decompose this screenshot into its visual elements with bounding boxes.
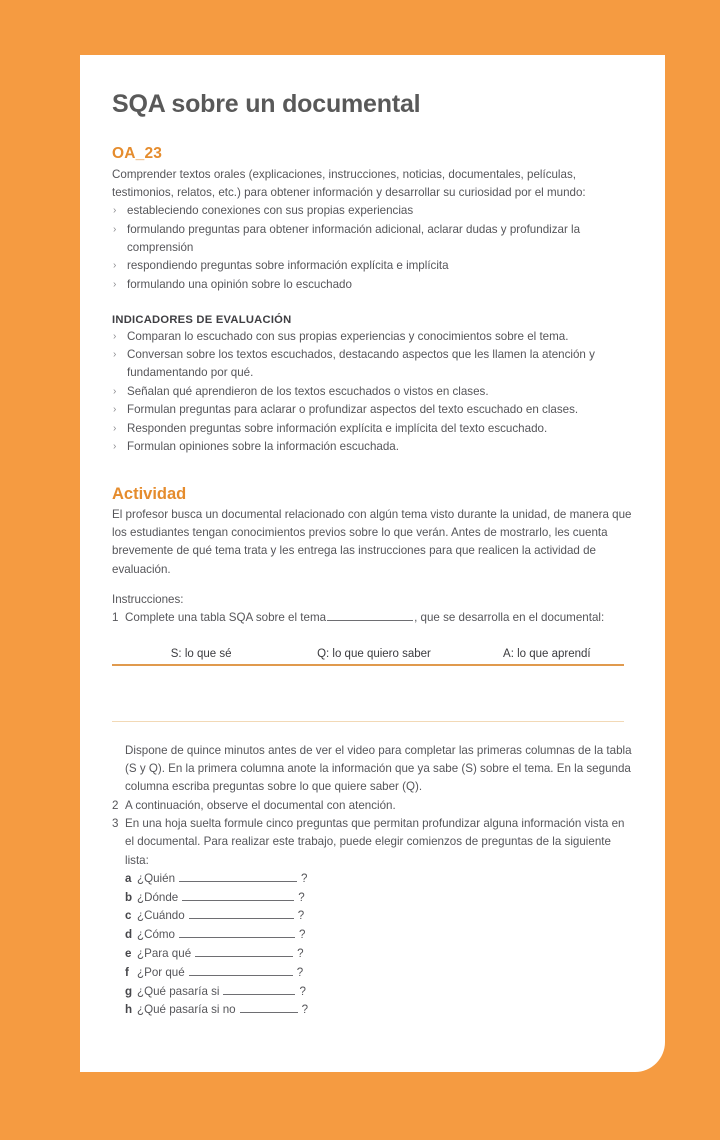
sqa-column-header-q: Q: lo que quiero saber [317,647,431,660]
question-starter-text: ¿Qué pasaría si no [137,1003,236,1017]
activity-section [112,485,632,1020]
chevron-right-icon: › [113,330,117,342]
answer-blank-field[interactable] [195,947,293,957]
list-item [125,1001,632,1020]
list-item-label: Comparan lo escuchado con sus propias experiencias y conocimientos sobre el tema. [127,329,569,343]
oa-code: OA_23 [112,144,163,162]
chevron-right-icon: › [113,441,117,453]
question-mark: ? [298,890,305,904]
instruction-step-1 [112,609,632,627]
list-item [125,889,632,908]
answer-blank-field[interactable] [182,890,294,900]
chevron-right-icon: › [113,223,117,235]
list-item [125,983,632,1002]
step-text-before: Complete una tabla SQA sobre el tema [125,611,327,625]
indicators-list [112,328,632,456]
question-starters-list [112,870,632,1020]
list-item [112,383,632,401]
activity-intro: El profesor busca un documental relacionado con algún tema visto durante la unidad, de manera que los estudiantes tengan conocimientos previos sobre lo que verán. Antes de mostrarlo, les cuenta brevemente de qué tema trata y les entrega las instrucciones para que realicen la actividad de evaluación. [112,507,632,576]
item-letter: b [125,890,133,904]
list-item-label: Responden preguntas sobre información explícita e implícita del texto escuchado. [127,421,548,435]
step-text: A continuación, observe el documental con atención. [125,798,396,812]
page-title: SQA sobre un documental [112,90,421,118]
spacer [112,294,632,314]
question-starter-text: ¿Dónde [137,890,179,904]
item-letter: e [125,946,132,960]
answer-blank-field[interactable] [179,928,295,938]
instruction-step-2 [112,797,632,815]
answer-blank-field[interactable] [179,872,297,882]
step-text: En una hoja suelta formule cinco preguntas que permitan profundizar alguna información vista en el documental. Para realizar este trabajo, puede elegir comienzos de preguntas de la siguiente lista: [125,816,625,867]
question-mark: ? [301,1003,309,1017]
chevron-right-icon: › [113,260,117,272]
list-item [112,276,632,294]
step-text-after: , que se desarrolla en el documental: [414,611,605,625]
list-item-label: Señalan qué aprendieron de los textos escuchados o vistos en clases. [127,384,489,398]
list-item-label: Formulan preguntas para aclarar o profundizar aspectos del texto escuchado en clases. [127,403,579,417]
list-item-label: formulando preguntas para obtener información adicional, aclarar dudas y profundizar la comprensión [127,222,581,254]
step-number: 2 [112,798,119,812]
list-item-label: Formulan opiniones sobre la información escuchada. [127,440,399,454]
question-starter-text: ¿Qué pasaría si [137,984,220,998]
item-letter: c [125,909,132,923]
list-item [112,202,632,220]
step-number: 3 [112,816,119,830]
list-item [112,221,632,257]
sqa-table-header-row [112,648,632,664]
spacer [112,722,632,742]
spacer [112,579,632,591]
document-sheet [80,55,665,1072]
document-content [112,91,632,1020]
topic-blank-field[interactable] [327,610,413,621]
answer-blank-field[interactable] [240,1003,298,1013]
oa-description: Comprender textos orales (explicaciones, instrucciones, noticias, documentales, películas, testimonios, relatos, etc.) para obtener información y desarrollar su curiosidad por el mundo: [112,167,586,199]
list-item [125,907,632,926]
list-item [112,328,632,346]
question-starter-text: ¿Por qué [137,965,185,979]
item-letter: d [125,928,133,942]
item-letter: a [125,871,132,885]
question-mark: ? [297,946,304,960]
chevron-right-icon: › [113,205,117,217]
instructions-label: Instrucciones: [112,593,184,606]
chevron-right-icon: › [113,349,117,361]
indicators-section [112,314,632,456]
answer-blank-field[interactable] [189,909,294,919]
sqa-column-header-s: S: lo que sé [170,647,232,660]
spacer [112,457,632,485]
sqa-table-note: Dispone de quince minutos antes de ver el video para completar las primeras columnas de la tabla (S y Q). En la primera columna anote la información que ya sabe (S) sobre el tema. En la segunda columna escriba preguntas sobre lo que quiere saber (Q). [125,743,632,794]
list-item [125,964,632,983]
item-letter: h [125,1003,133,1017]
list-item-label: estableciendo conexiones con sus propias experiencias [127,204,414,218]
list-item-label: formulando una opinión sobre lo escuchado [127,277,352,291]
chevron-right-icon: › [113,422,117,434]
question-mark: ? [299,928,306,942]
oa-section [112,145,632,294]
step-text [125,609,632,627]
list-item [112,257,632,275]
list-item [125,926,632,945]
list-item-label: Conversan sobre los textos escuchados, destacando aspectos que les llamen la atención y fundamentando por qué. [127,348,595,380]
sqa-table-body-empty[interactable] [112,666,632,721]
list-item [112,438,632,456]
oa-bullet-list [112,202,632,293]
question-starter-text: ¿Cómo [137,928,176,942]
instruction-step-3 [112,815,632,870]
chevron-right-icon: › [113,385,117,397]
list-item-label: respondiendo preguntas sobre información explícita e implícita [127,259,449,273]
spacer [112,628,632,648]
answer-blank-field[interactable] [189,965,293,975]
question-mark: ? [301,871,308,885]
list-item [112,420,632,438]
chevron-right-icon: › [113,404,117,416]
question-mark: ? [297,909,305,923]
chevron-right-icon: › [113,278,117,290]
list-item [112,346,632,382]
question-starter-text: ¿Quién [137,871,176,885]
question-mark: ? [299,984,306,998]
list-item [125,870,632,889]
answer-blank-field[interactable] [223,984,295,994]
question-starter-text: ¿Cuándo [137,909,185,923]
activity-heading: Actividad [112,484,187,503]
item-letter: g [125,984,133,998]
sqa-column-header-a: A: lo que aprendí [503,647,591,660]
question-mark: ? [296,965,304,979]
indicators-heading: INDICADORES DE EVALUACIÓN [112,313,292,326]
step-number: 1 [112,611,119,625]
list-item [112,401,632,419]
list-item [125,945,632,964]
question-starter-text: ¿Para qué [137,946,192,960]
sqa-table [112,648,632,722]
item-letter: f [125,965,129,979]
